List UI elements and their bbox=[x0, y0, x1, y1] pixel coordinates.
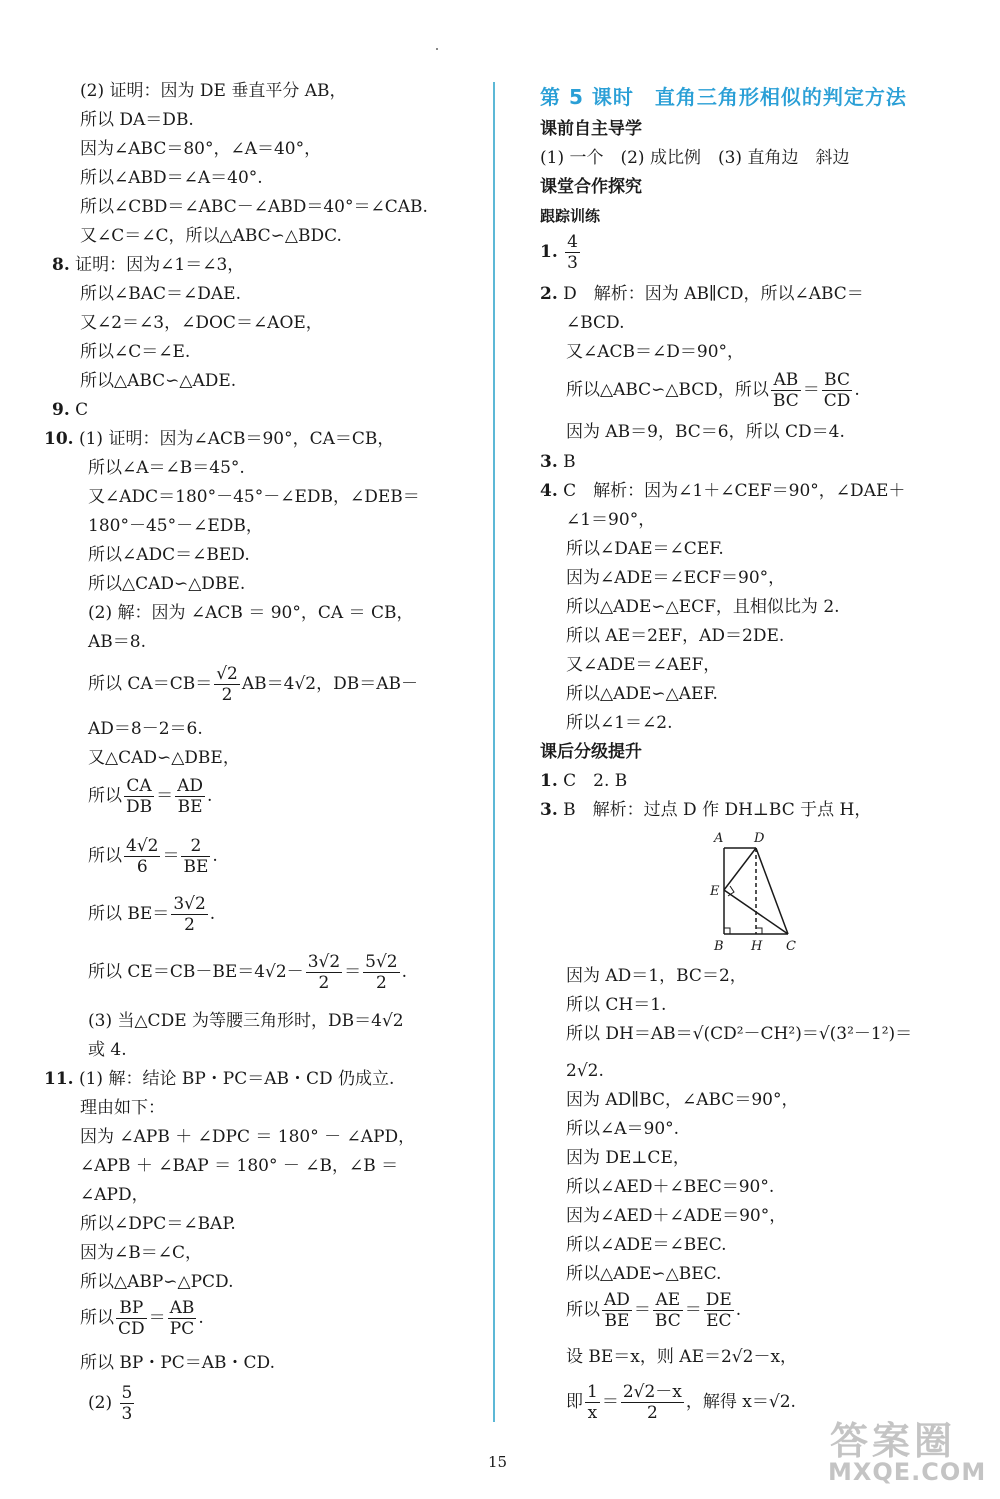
text-line bbox=[540, 480, 905, 502]
line-text: 理由如下： bbox=[80, 1098, 165, 1118]
label-a: A bbox=[714, 831, 724, 846]
be-value-line: 所以 BE＝ $\frac{3√2}{2}$ . bbox=[88, 894, 216, 935]
line-text: ∠1＝90°， bbox=[566, 510, 656, 530]
question-number: 2. bbox=[540, 284, 558, 304]
fraction: $\frac{AD}{BE}$ bbox=[604, 1290, 630, 1331]
text-line bbox=[80, 1213, 236, 1235]
line-text: 所以△ABC∽△ADE. bbox=[80, 371, 237, 391]
line-text: 所以∠DPC＝∠BAP. bbox=[80, 1214, 236, 1234]
text-line bbox=[566, 538, 724, 560]
line-text: C 解析：因为∠1＋∠CEF＝90°，∠DAE＋ bbox=[563, 481, 906, 501]
line-text: 180°－45°－∠EDB， bbox=[88, 516, 263, 536]
text-line bbox=[44, 428, 394, 450]
question-number: 4. bbox=[540, 481, 558, 501]
text-line bbox=[80, 80, 347, 102]
label-h: H bbox=[751, 939, 763, 954]
line-text: 因为 ∠APB ＋ ∠DPC ＝ 180° － ∠APD， bbox=[80, 1127, 416, 1147]
text-line bbox=[566, 965, 747, 987]
text-line bbox=[80, 341, 190, 363]
line-text: 因为 AB＝9，BC＝6，所以 CD＝4. bbox=[566, 422, 845, 442]
answer-1-fraction-line bbox=[540, 232, 582, 273]
question-number: 11. bbox=[44, 1069, 74, 1089]
ce-value-line: 所以 CE＝CB－BE＝4√2－ $\frac{3√2}{2}$ ＝ $\frac{5√2}{2}$ . bbox=[88, 952, 408, 993]
fraction: $\frac{AE}{BC}$ bbox=[654, 1290, 681, 1331]
fraction: $\frac{2}{BE}$ bbox=[183, 836, 209, 877]
text-line bbox=[88, 718, 203, 740]
line-text: 所以 BP・PC＝AB・CD. bbox=[80, 1353, 275, 1373]
fraction: $\frac{BP}{CD}$ bbox=[118, 1298, 145, 1339]
fraction: $\frac{5}{3}$ bbox=[121, 1383, 133, 1424]
text-line bbox=[52, 399, 88, 421]
line-text: 或 4. bbox=[88, 1040, 127, 1060]
label-c: C bbox=[786, 939, 796, 954]
text-line bbox=[566, 1263, 721, 1285]
ratio-ab-bc-line: 所以△ABC∽△BCD，所以 $\frac{AB}{BC}$ ＝ $\frac{BC}{CD}$ . bbox=[566, 370, 860, 411]
line-text: 所以∠1＝∠2. bbox=[566, 713, 673, 733]
text-line bbox=[566, 1234, 727, 1256]
ratio-ca-db-line: 所以 $\frac{CA}{DB}$ ＝ $\frac{AD}{BE}$ . bbox=[88, 776, 213, 817]
right-angle-mark-e bbox=[728, 886, 734, 896]
text-line bbox=[566, 1060, 604, 1082]
solve-equation-line: 即 $\frac{1}{x}$ ＝ $\frac{2√2-x}{2}$ ，解得 x＝√2. bbox=[566, 1382, 796, 1423]
line-text: 又∠2＝∠3，∠DOC＝∠AOE， bbox=[80, 313, 323, 333]
text-line bbox=[540, 770, 627, 792]
fraction: $\frac{3√2}{2}$ bbox=[307, 952, 341, 993]
line-text: 设 BE＝x，则 AE＝2√2－x， bbox=[566, 1347, 798, 1367]
geometry-figure bbox=[700, 826, 810, 956]
fraction: $\frac{AB}{BC}$ bbox=[772, 370, 799, 411]
fraction: $\frac{AD}{BE}$ bbox=[177, 776, 204, 817]
ca-cb-line: 所以 CA＝CB＝ $\frac{√2}{2}$ AB＝4√2，DB＝AB－ bbox=[88, 664, 418, 705]
text-line bbox=[80, 225, 342, 247]
text-line bbox=[566, 1023, 912, 1045]
text-line bbox=[540, 451, 576, 473]
line-text: (1) 解：结论 BP・PC＝AB・CD 仍成立. bbox=[78, 1069, 395, 1089]
column-divider bbox=[493, 82, 495, 1422]
line-text: AB＝8. bbox=[88, 632, 146, 652]
line-text: B bbox=[563, 452, 576, 472]
line-text: 因为∠ADE＝∠ECF＝90°， bbox=[566, 568, 786, 588]
line-text: 所以∠C＝∠E. bbox=[80, 342, 191, 362]
text-line bbox=[566, 1176, 774, 1198]
line-text: ∠BCD. bbox=[566, 313, 625, 333]
text-line bbox=[80, 283, 241, 305]
line-text: (2) 证明：因为 DE 垂直平分 AB， bbox=[80, 81, 347, 101]
line-text: 所以 DH＝AB＝√(CD²－CH²)＝√(3²－1²)＝ bbox=[566, 1024, 913, 1044]
text-line bbox=[566, 1147, 690, 1169]
fraction: $\frac{DE}{EC}$ bbox=[705, 1290, 732, 1331]
text-line bbox=[566, 1346, 797, 1368]
text-line bbox=[566, 994, 666, 1016]
line-text: 因为 AD＝1，BC＝2， bbox=[566, 966, 747, 986]
ratio-ad-be-line: 所以 $\frac{AD}{BE}$ ＝ $\frac{AE}{BC}$ ＝ $\frac{DE}{EC}$ . bbox=[566, 1290, 742, 1331]
text-line bbox=[566, 654, 720, 676]
text-line bbox=[566, 341, 744, 363]
section-heading-class: 课堂合作探究 bbox=[540, 177, 642, 197]
fraction: $\frac{√2}{2}$ bbox=[216, 664, 238, 705]
question-number: 3. bbox=[540, 452, 558, 472]
text-line bbox=[566, 312, 625, 334]
text-line bbox=[566, 1089, 798, 1111]
subsection-heading-tracking: 跟踪训练 bbox=[540, 207, 601, 225]
line-text: 2√2. bbox=[566, 1061, 604, 1081]
text-line bbox=[566, 509, 655, 531]
text-line bbox=[80, 1271, 233, 1293]
line-text: 所以∠AED＋∠BEC＝90°. bbox=[566, 1177, 775, 1197]
line-text: 又∠ADE＝∠AEF， bbox=[566, 655, 721, 675]
text-line bbox=[80, 196, 428, 218]
text-line bbox=[88, 1010, 404, 1032]
preview-answers: (1) 一个 (2) 成比例 (3) 直角边 斜边 bbox=[540, 148, 850, 168]
line-text: (1) 证明：因为∠ACB＝90°，CA＝CB， bbox=[78, 429, 395, 449]
text-line bbox=[566, 625, 784, 647]
text-line bbox=[80, 167, 263, 189]
question-number: 3. bbox=[540, 800, 558, 820]
question-number: 1. bbox=[540, 242, 558, 262]
line-text: 所以∠A＝90°. bbox=[566, 1119, 680, 1139]
line-text: 因为 DE⊥CE， bbox=[566, 1148, 690, 1168]
line-text: 所以△ABP∽△PCD. bbox=[80, 1272, 234, 1292]
segment-de bbox=[724, 848, 756, 890]
ratio-4root2-line: 所以 $\frac{4√2}{6}$ ＝ $\frac{2}{BE}$ . bbox=[88, 836, 218, 877]
fraction: $\frac{5√2}{2}$ bbox=[365, 952, 398, 993]
line-text: 所以∠BAC＝∠DAE. bbox=[80, 284, 241, 304]
line-text: 所以∠CBD＝∠ABC－∠ABD＝40°＝∠CAB. bbox=[80, 197, 428, 217]
question-number: 10. bbox=[44, 429, 74, 449]
text-line bbox=[80, 370, 236, 392]
fraction: $\frac{2√2-x}{2}$ bbox=[622, 1382, 682, 1423]
text-line bbox=[566, 712, 673, 734]
part2-answer-line: (2) $\frac{5}{3}$ bbox=[88, 1383, 133, 1424]
line-text: 所以∠ABD＝∠A＝40°. bbox=[80, 168, 263, 188]
question-number: 9. bbox=[52, 400, 70, 420]
text-line bbox=[566, 1205, 786, 1227]
ratio-bp-cd-line: 所以 $\frac{BP}{CD}$ ＝ $\frac{AB}{PC}$ . bbox=[80, 1298, 204, 1339]
line-text: 所以∠ADE＝∠BEC. bbox=[566, 1235, 727, 1255]
text-line bbox=[566, 567, 785, 589]
right-angle-mark-h bbox=[756, 928, 762, 934]
text-line bbox=[88, 457, 245, 479]
watermark-logo: 答案圈 MXQE.COM bbox=[828, 1419, 987, 1486]
right-angle-mark-b bbox=[724, 928, 730, 934]
text-line bbox=[88, 544, 250, 566]
line-text: 因为 AD∥BC，∠ABC＝90°， bbox=[566, 1090, 799, 1110]
text-line bbox=[80, 1097, 165, 1119]
segment-dc bbox=[756, 848, 788, 934]
text-line bbox=[88, 747, 240, 769]
text-line bbox=[88, 486, 420, 508]
line-text: (2) 解：因为 ∠ACB ＝ 90°，CA ＝ CB， bbox=[88, 603, 414, 623]
text-line bbox=[566, 683, 718, 705]
line-text: C bbox=[75, 400, 89, 420]
line-text: 又∠ACB＝∠D＝90°， bbox=[566, 342, 745, 362]
fraction: $\frac{1}{x}$ bbox=[587, 1382, 598, 1423]
text-line bbox=[540, 283, 864, 305]
lesson-title: 第 5 课时 直角三角形相似的判定方法 bbox=[540, 85, 907, 109]
text-line bbox=[52, 254, 244, 276]
label-b: B bbox=[714, 939, 724, 954]
line-text: 又∠ADC＝180°－45°－∠EDB，∠DEB＝ bbox=[88, 487, 420, 507]
section-heading-after-class: 课后分级提升 bbox=[540, 742, 642, 762]
text-line bbox=[44, 1068, 394, 1090]
line-text: 因为∠AED＋∠ADE＝90°， bbox=[566, 1206, 787, 1226]
line-text: 所以∠DAE＝∠CEF. bbox=[566, 539, 724, 559]
text-line bbox=[566, 596, 840, 618]
line-text: 又∠C＝∠C，所以△ABC∽△BDC. bbox=[80, 226, 342, 246]
section-heading-preview: 课前自主导学 bbox=[540, 119, 642, 139]
text-line bbox=[80, 1184, 149, 1206]
text-line bbox=[88, 1039, 127, 1061]
line-text: 证明：因为∠1＝∠3， bbox=[75, 255, 245, 275]
fraction: $\frac{AB}{PC}$ bbox=[169, 1298, 195, 1339]
fraction: $\frac{CA}{DB}$ bbox=[126, 776, 153, 817]
line-text: 因为∠B＝∠C， bbox=[80, 1243, 202, 1263]
fraction: $\frac{BC}{CD}$ bbox=[823, 370, 851, 411]
question-number: 8. bbox=[52, 255, 70, 275]
text-line bbox=[566, 1118, 679, 1140]
fraction: $\frac{4}{3}$ bbox=[567, 232, 578, 273]
line-text: (3) 当△CDE 为等腰三角形时，DB＝4√2 bbox=[88, 1011, 404, 1031]
line-text: 所以△ADE∽△BEC. bbox=[566, 1264, 722, 1284]
text-line bbox=[80, 1155, 398, 1177]
label-e: E bbox=[710, 884, 720, 899]
line-text: 所以△ADE∽△AEF. bbox=[566, 684, 718, 704]
text-line bbox=[88, 602, 413, 624]
line-text: 所以∠ADC＝∠BED. bbox=[88, 545, 250, 565]
text-line bbox=[566, 421, 845, 443]
text-line bbox=[80, 1352, 275, 1374]
page-number: 15 bbox=[488, 1453, 508, 1471]
text-line bbox=[80, 109, 194, 131]
fraction: $\frac{3√2}{2}$ bbox=[173, 894, 206, 935]
label-d: D bbox=[754, 831, 765, 846]
scan-dot bbox=[436, 48, 438, 50]
text-line bbox=[540, 799, 871, 821]
text-line bbox=[88, 573, 245, 595]
line-text: 因为∠ABC＝80°，∠A＝40°， bbox=[80, 139, 322, 159]
question-number: 1. bbox=[540, 771, 558, 791]
line-text: B 解析：过点 D 作 DH⊥BC 于点 H， bbox=[563, 800, 872, 820]
line-text: C 2. B bbox=[563, 771, 628, 791]
line-text: D 解析：因为 AB∥CD，所以∠ABC＝ bbox=[563, 284, 864, 304]
text-line bbox=[80, 138, 321, 160]
line-text: 所以∠A＝∠B＝45°. bbox=[88, 458, 245, 478]
line-text: 所以 AE＝2EF，AD＝2DE. bbox=[566, 626, 785, 646]
line-text: AD＝8－2＝6. bbox=[88, 719, 203, 739]
line-text: 所以 DA＝DB. bbox=[80, 110, 194, 130]
line-text: 又△CAD∽△DBE， bbox=[88, 748, 240, 768]
text-line bbox=[80, 1242, 202, 1264]
text-line bbox=[80, 1126, 415, 1148]
text-line bbox=[80, 312, 323, 334]
fraction: $\frac{4√2}{6}$ bbox=[126, 836, 159, 877]
line-text: 所以 CH＝1. bbox=[566, 995, 667, 1015]
line-text: 所以△CAD∽△DBE. bbox=[88, 574, 246, 594]
line-text: ∠APD， bbox=[80, 1185, 149, 1205]
text-line bbox=[88, 515, 263, 537]
text-line bbox=[88, 631, 146, 653]
line-text: ∠APB ＋ ∠BAP ＝ 180° － ∠B，∠B ＝ bbox=[80, 1156, 399, 1176]
line-text: 所以△ADE∽△ECF，且相似比为 2. bbox=[566, 597, 840, 617]
